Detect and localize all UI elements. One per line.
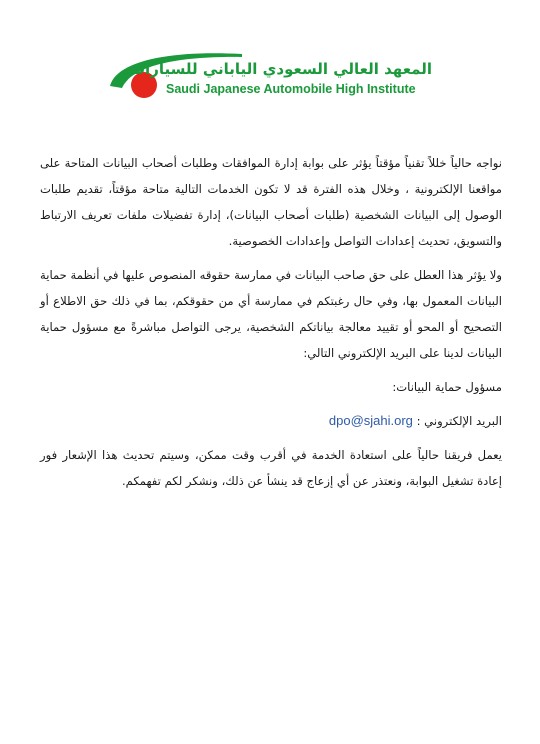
logo-arabic-name: المعهد العالي السعودي الياباني للسيارات — [129, 60, 432, 78]
institute-logo — [106, 48, 436, 104]
dpo-label: مسؤول حماية البيانات: — [392, 380, 502, 394]
email-label: البريد الإلكتروني : — [416, 414, 502, 428]
notice-paragraph-restoration: يعمل فريقنا حالياً على استعادة الخدمة في أقرب وقت ممكن، وسيتم تحديث هذا الإشعار فور إعادة تشغيل البوابة، ونعتذر عن أي إزعاج قد ينشأ عن ذلك، ونشكر لكم تفهمكم. — [40, 448, 502, 488]
dpo-email-link[interactable]: dpo@sjahi.org — [328, 413, 413, 428]
notice-body — [40, 150, 502, 502]
notice-paragraph-rights: ولا يؤثر هذا العطل على حق صاحب البيانات في ممارسة حقوقه المنصوص عليها في أنظمة حماية البيانات المعمول بها، وفي حال رغبتكم في ممارسة أي من حقوقكم، بما في ذلك حق الاطلاع أو التصحيح أو المحو أو تقييد معالجة بياناتكم الشخصية، يرجى التواصل مباشرةً مع مسؤول حماية البيانات لدينا على البريد الإلكتروني التالي: — [40, 268, 502, 360]
email-row — [40, 408, 502, 434]
notice-paragraph-outage: نواجه حالياً خللاً تقنياً مؤقتاً يؤثر على بوابة إدارة الموافقات وطلبات أصحاب البيانات المتاحة على مواقعنا الإلكترونية ، وخلال هذه الفترة قد لا تكون الخدمات التالية متاحة مؤقتاً، تقديم طلبات الوصول إلى البيانات الشخصية (طلبات أصحاب البيانات)، إدارة تفضيلات ملفات تعريف الارتباط والتسويق، تحديث إعدادات التواصل وإعدادات الخصوصية. — [40, 156, 502, 248]
logo-english-name: Saudi Japanese Automobile High Institute — [166, 82, 416, 96]
